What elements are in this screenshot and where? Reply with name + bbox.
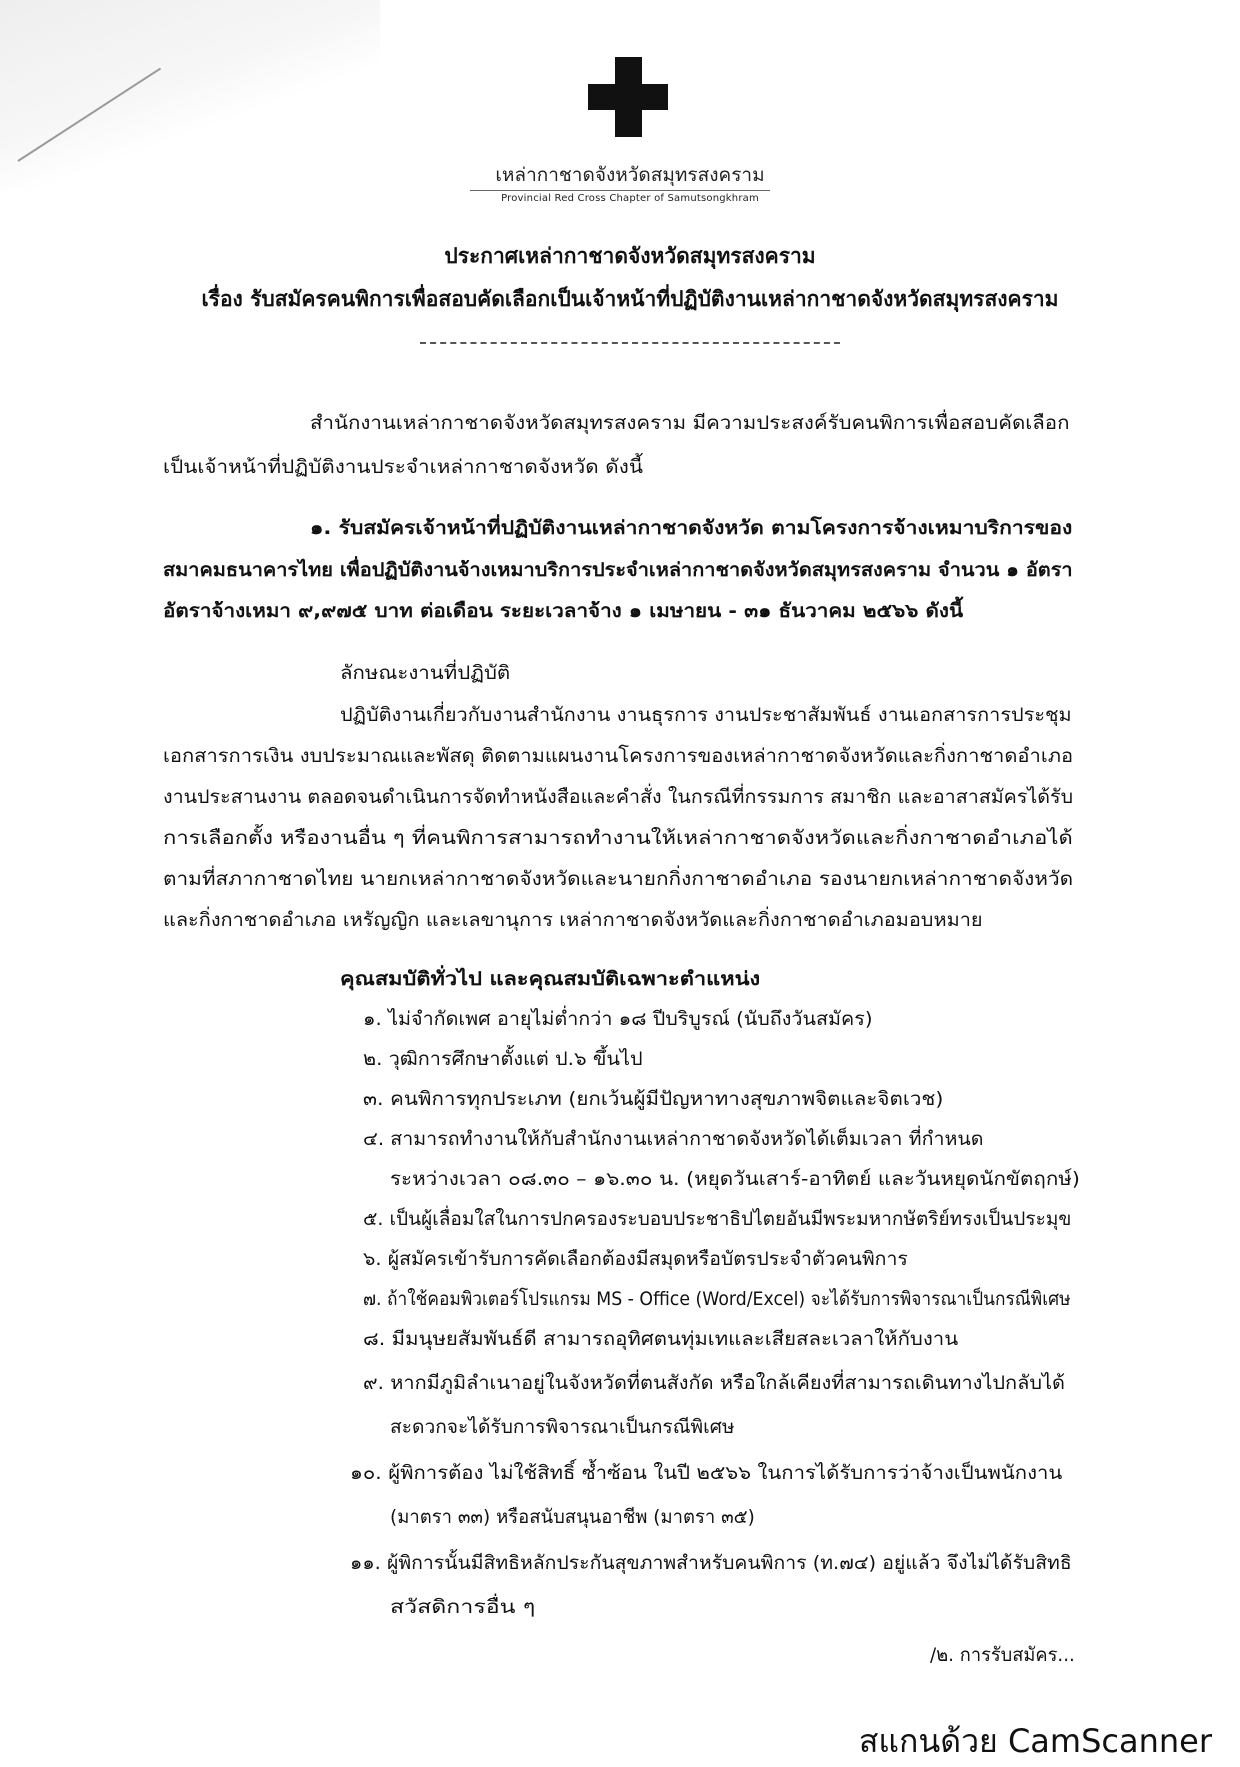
announcement-subject: เรื่อง รับสมัครคนพิการเพื่อสอบคัดเลือกเป็นเจ้าหน้าที่ปฏิบัติงานเหล่ากาชาดจังหวัดสมุทรสงคราม	[201, 287, 1059, 311]
duties-line: ตามที่สภากาชาดไทย นายกเหล่ากาชาดจังหวัดและนายกกิ่งกาชาดอำเภอ รองนายกเหล่ากาชาดจังหวัด	[163, 868, 1074, 890]
org-name-thai: เหล่ากาชาดจังหวัดสมุทรสงคราม	[495, 164, 765, 186]
qualification-item: ๓. คนพิการทุกประเภท (ยกเว้นผู้มีปัญหาทางสุขภาพจิตและจิตเวช)	[363, 1088, 944, 1110]
intro-line: เป็นเจ้าหน้าที่ปฏิบัติงานประจำเหล่ากาชาดจังหวัด ดังนี้	[163, 456, 643, 478]
qualification-item-cont: สะดวกจะได้รับการพิจารณาเป็นกรณีพิเศษ	[390, 1416, 735, 1438]
announcement-title: ประกาศเหล่ากาชาดจังหวัดสมุทรสงคราม	[444, 244, 816, 268]
qualification-item-cont: (มาตรา ๓๓) หรือสนับสนุนอาชีพ (มาตรา ๓๕)	[390, 1506, 755, 1528]
qualification-item: ๗. ถ้าใช้คอมพิวเตอร์โปรแกรม MS - Office (Word/Excel) จะได้รับการพิจารณาเป็นกรณีพิเศษ	[363, 1288, 1071, 1310]
qualification-item: ๖. ผู้สมัครเข้ารับการคัดเลือกต้องมีสมุดหรือบัตรประจำตัวคนพิการ	[363, 1248, 908, 1270]
qualification-item-cont: สวัสดิการอื่น ๆ	[390, 1596, 536, 1618]
qualification-item: ๑. ไม่จำกัดเพศ อายุไม่ต่ำกว่า ๑๘ ปีบริบูรณ์ (นับถึงวันสมัคร)	[363, 1008, 873, 1030]
org-divider	[470, 190, 770, 191]
qualification-item: ๑๐. ผู้พิการต้อง ไม่ใช้สิทธิ์ ซ้ำซ้อน ในปี ๒๕๖๖ ในการได้รับการว่าจ้างเป็นพนักงาน	[350, 1462, 1063, 1484]
duties-line: ปฏิบัติงานเกี่ยวกับงานสำนักงาน งานธุรการ งานประชาสัมพันธ์ งานเอกสารการประชุม	[340, 704, 1072, 726]
duties-heading: ลักษณะงานที่ปฏิบัติ	[340, 662, 511, 684]
duties-line: งานประสานงาน ตลอดจนดำเนินการจัดทำหนังสือและคำสั่ง ในกรณีที่กรรมการ สมาชิก และอาสาสมัครได้รับ	[163, 786, 1074, 808]
camscanner-watermark: สแกนด้วย CamScanner	[858, 1722, 1212, 1760]
page-corner-fold	[0, 0, 380, 190]
section1-line: สมาคมธนาคารไทย เพื่อปฏิบัติงานจ้างเหมาบริการประจำเหล่ากาชาดจังหวัดสมุทรสงคราม จำนวน ๑ อัตรา	[163, 559, 1073, 581]
red-cross-icon	[588, 57, 668, 137]
qualification-item-cont: ระหว่างเวลา ๐๘.๓๐ – ๑๖.๓๐ น. (หยุดวันเสาร์-อาทิตย์ และวันหยุดนักขัตฤกษ์)	[390, 1168, 1080, 1190]
qualifications-heading: คุณสมบัติทั่วไป และคุณสมบัติเฉพาะตำแหน่ง	[340, 968, 761, 990]
qualification-item: ๙. หากมีภูมิลำเนาอยู่ในจังหวัดที่ตนสังกัด หรือใกล้เคียงที่สามารถเดินทางไปกลับได้	[363, 1372, 1065, 1394]
continued-note: /๒. การรับสมัคร...	[930, 1644, 1075, 1666]
section1-line: ๑. รับสมัครเจ้าหน้าที่ปฏิบัติงานเหล่ากาชาดจังหวัด ตามโครงการจ้างเหมาบริการของ	[310, 517, 1073, 539]
qualification-item: ๒. วุฒิการศึกษาตั้งแต่ ป.๖ ขึ้นไป	[363, 1048, 643, 1070]
section1-line: อัตราจ้างเหมา ๙,๙๗๕ บาท ต่อเดือน ระยะเวลาจ้าง ๑ เมษายน - ๓๑ ธันวาคม ๒๕๖๖ ดังนี้	[163, 600, 964, 622]
qualification-item: ๑๑. ผู้พิการนั้นมีสิทธิหลักประกันสุขภาพสำหรับคนพิการ (ท.๗๔) อยู่แล้ว จึงไม่ได้รับสิทธิ	[350, 1552, 1072, 1574]
qualification-item: ๕. เป็นผู้เลื่อมใสในการปกครองระบอบประชาธิปไตยอันมีพระมหากษัตริย์ทรงเป็นประมุข	[363, 1208, 1072, 1230]
org-name-english: Provincial Red Cross Chapter of Samutsongkhram	[501, 193, 759, 204]
duties-line: และกิ่งกาชาดอำเภอ เหรัญญิก และเลขานุการ เหล่ากาชาดจังหวัดและกิ่งกาชาดอำเภอมอบหมาย	[163, 909, 983, 931]
dashed-separator	[420, 342, 840, 344]
qualification-item: ๔. สามารถทำงานให้กับสำนักงานเหล่ากาชาดจังหวัดได้เต็มเวลา ที่กำหนด	[363, 1128, 984, 1150]
qualification-item: ๘. มีมนุษยสัมพันธ์ดี สามารถอุทิศตนทุ่มเทและเสียสละเวลาให้กับงาน	[363, 1328, 959, 1350]
duties-line: การเลือกตั้ง หรืองานอื่น ๆ ที่คนพิการสามารถทำงานให้เหล่ากาชาดจังหวัดและกิ่งกาชาดอำเภอได้	[163, 827, 1073, 849]
intro-line: สำนักงานเหล่ากาชาดจังหวัดสมุทรสงคราม มีความประสงค์รับคนพิการเพื่อสอบคัดเลือก	[310, 412, 1070, 434]
duties-line: เอกสารการเงิน งบประมาณและพัสดุ ติดตามแผนงานโครงการของเหล่ากาชาดจังหวัดและกิ่งกาชาดอำเภอ	[163, 745, 1074, 767]
